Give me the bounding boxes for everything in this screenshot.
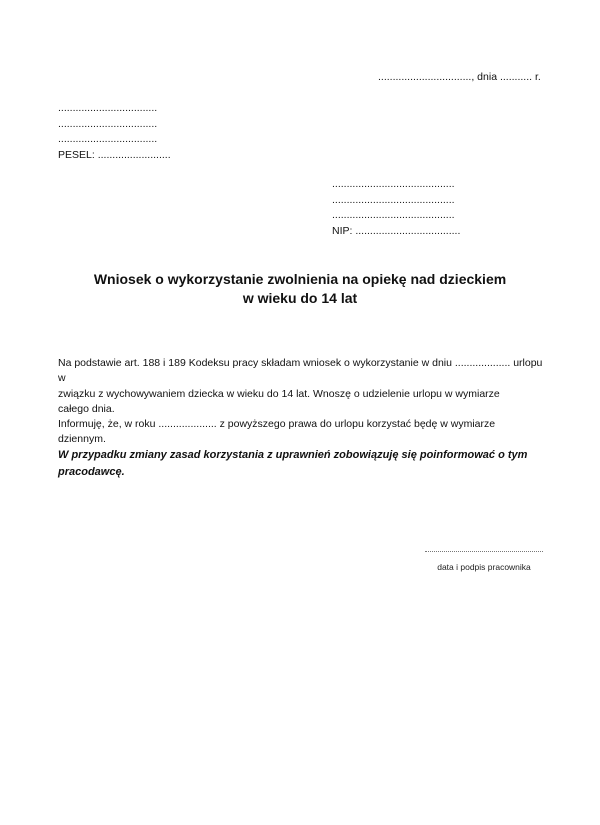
place-date-line: ................................, dnia ........... r. bbox=[378, 71, 541, 83]
request-paragraph-2-line-1: Informuję, że, w roku .................... z powyższego prawa do urlopu korzystać będę w wymiarze bbox=[58, 418, 496, 431]
request-body bbox=[58, 356, 544, 448]
employer-block bbox=[332, 178, 460, 240]
signature-line bbox=[425, 551, 543, 552]
document-title-line-1: Wniosek o wykorzystanie zwolnienia na opiekę nad dzieckiem bbox=[93, 271, 507, 287]
employee-pesel-line: PESEL: ......................... bbox=[58, 148, 171, 161]
obligation-note bbox=[58, 447, 544, 480]
employee-address-line-2: .................................. bbox=[58, 133, 158, 145]
request-paragraph-2-line-2: dziennym. bbox=[58, 433, 106, 446]
employer-name-line: .......................................... bbox=[332, 178, 455, 190]
signature-label: data i podpis pracownika bbox=[437, 562, 531, 572]
document-title bbox=[0, 270, 600, 308]
request-paragraph-1-line-3: całego dnia. bbox=[58, 402, 115, 415]
employer-address-line-2: .......................................... bbox=[332, 209, 455, 221]
employee-block bbox=[58, 102, 171, 164]
employee-name-line: .................................. bbox=[58, 102, 158, 114]
employee-address-line: .................................. bbox=[58, 117, 158, 130]
obligation-note-line-2: pracodawcę. bbox=[58, 465, 125, 478]
document-title-line-2: w wieku do 14 lat bbox=[242, 290, 358, 306]
obligation-note-line-1: W przypadku zmiany zasad korzystania z uprawnień zobowiązuję się poinformować o tym bbox=[58, 449, 528, 461]
employer-nip-line: NIP: .................................... bbox=[332, 224, 461, 237]
request-paragraph-1-line-1: Na podstawie art. 188 i 189 Kodeksu pracy składam wniosek o wykorzystanie w dniu ................... urlopu w bbox=[58, 357, 543, 385]
employer-address-line: .......................................... bbox=[332, 193, 455, 206]
request-paragraph-1-line-2: związku z wychowywaniem dziecka w wieku do 14 lat. Wnoszę o udzielenie urlopu w wymiarze bbox=[58, 387, 500, 400]
